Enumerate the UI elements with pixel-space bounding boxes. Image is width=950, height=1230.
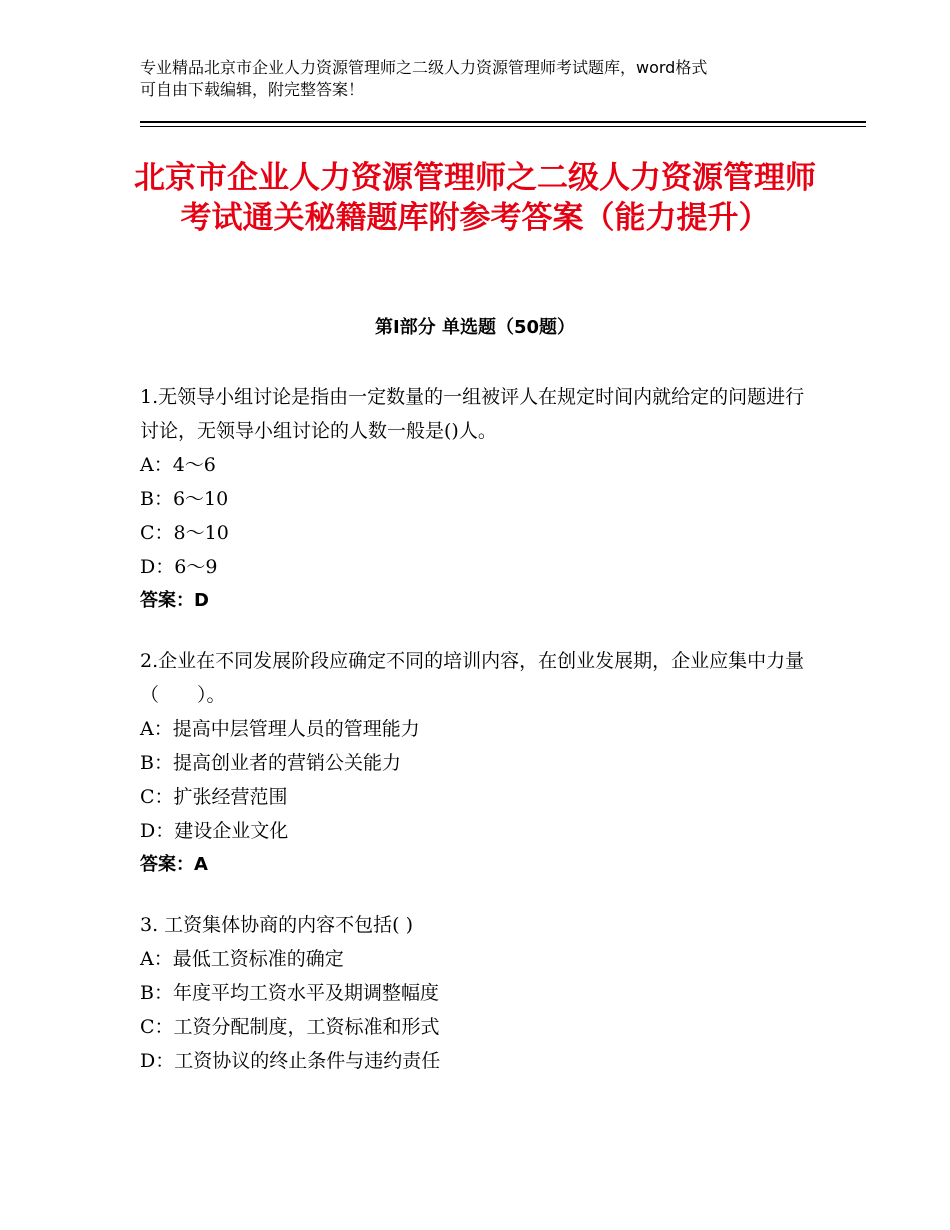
option-d: D：6～9 [140, 556, 218, 578]
option-c: C：扩张经营范围 [140, 786, 288, 808]
option-a: A：4～6 [140, 454, 216, 476]
option-a: A：提高中层管理人员的管理能力 [140, 718, 420, 740]
option-c: C：8～10 [140, 522, 229, 544]
question-text: 2.企业在不同发展阶段应确定不同的培训内容，在创业发展期，企业应集中力量（ ）。 [140, 650, 805, 706]
option-b: B：提高创业者的营销公关能力 [140, 752, 401, 774]
option-b: B：6～10 [140, 488, 229, 510]
question-list [140, 380, 810, 1104]
question-text: 3. 工资集体协商的内容不包括( ) [140, 914, 414, 936]
question-1 [140, 380, 810, 618]
header-note-line1: 专业精品北京市企业人力资源管理师之二级人力资源管理师考试题库，word格式 [140, 58, 708, 77]
option-d: D：工资协议的终止条件与违约责任 [140, 1050, 441, 1072]
question-2 [140, 644, 810, 882]
header-divider-thick [140, 121, 866, 123]
option-d: D：建设企业文化 [140, 820, 289, 842]
answer: 答案：D [140, 590, 209, 611]
option-b: B：年度平均工资水平及期调整幅度 [140, 982, 439, 1004]
answer: 答案：A [140, 854, 208, 875]
option-a: A：最低工资标准的确定 [140, 948, 344, 970]
header-note-line2: 可自由下载编辑，附完整答案！ [140, 80, 365, 99]
question-text: 1.无领导小组讨论是指由一定数量的一组被评人在规定时间内就给定的问题进行讨论，无领导小组讨论的人数一般是()人。 [140, 386, 805, 442]
header-note [140, 57, 820, 101]
document-title: 北京市企业人力资源管理师之二级人力资源管理师考试通关秘籍题库附参考答案（能力提升） [134, 160, 816, 236]
question-3 [140, 908, 810, 1078]
section-title: 第Ⅰ部分 单选题（50题） [374, 317, 575, 338]
option-c: C：工资分配制度，工资标准和形式 [140, 1016, 440, 1038]
header-divider-thin [140, 126, 866, 127]
